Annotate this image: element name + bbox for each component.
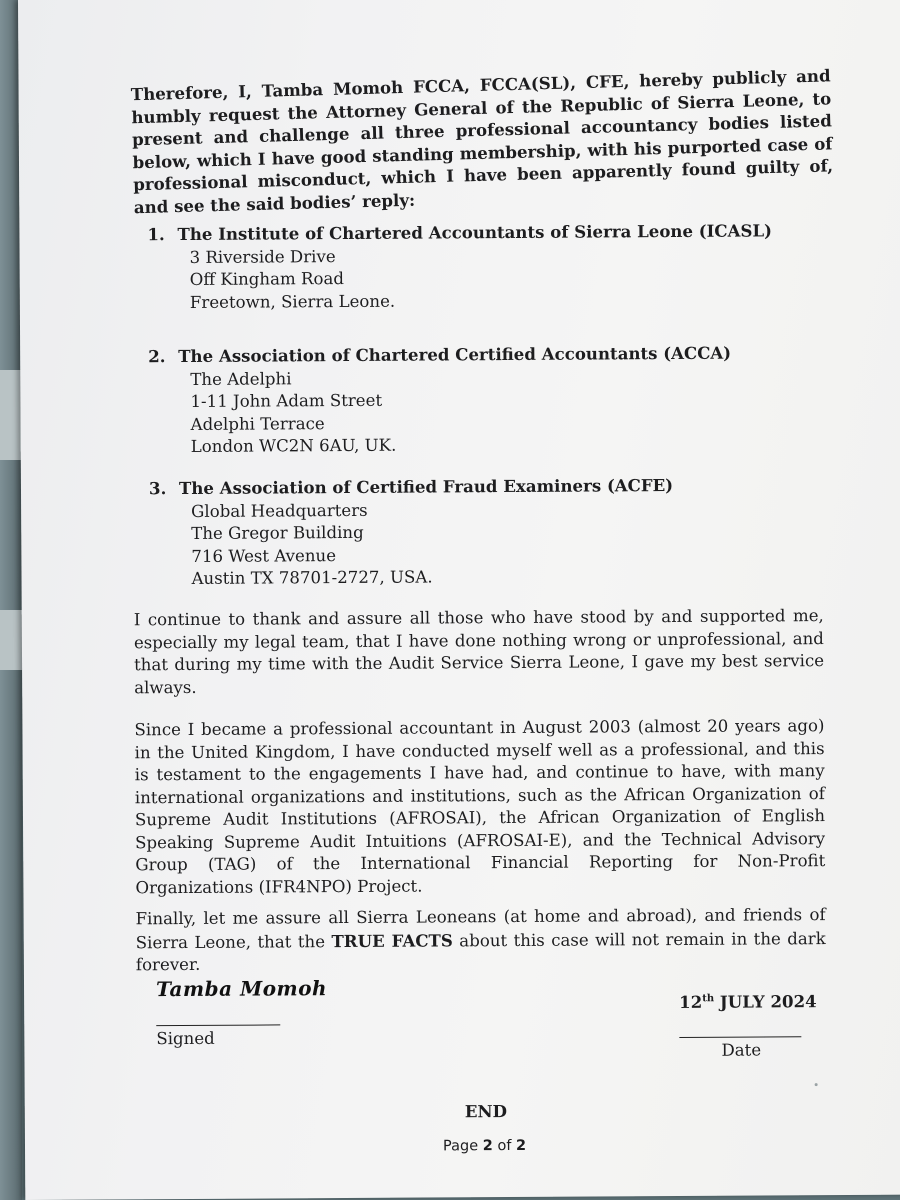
page-number xyxy=(443,1138,526,1155)
background-shelf xyxy=(0,610,22,670)
address-line: 716 West Avenue xyxy=(191,545,337,566)
intro-paragraph: Therefore, I, Tamba Momoh FCCA, FCCA(SL), CFE, hereby publicly and humbly request the Attorney General of the Republic of Sierra Leone, to present and challenge all three professional accountancy bodies listed below, which I have good standing membership, with his purported case of professional misconduct, which I have been apparently found guilty of, and see the said bodies’ reply: xyxy=(130,65,834,217)
signature-line xyxy=(156,1024,280,1026)
date-value xyxy=(679,991,817,1012)
item-name: The Institute of Chartered Accountants of Sierra Leone (ICASL) xyxy=(177,220,773,245)
date-month-year: JULY 2024 xyxy=(719,991,817,1012)
date-line xyxy=(679,1036,801,1038)
item-name: The Association of Certified Fraud Examiners (ACFE) xyxy=(178,475,674,499)
address-line: Austin TX 78701-2727, USA. xyxy=(191,567,433,588)
paragraph-thanks: I continue to thank and assure all those who have stood by and supported me, especially my legal team, that I have done nothing wrong or unprofessional, and that during my time with the Audit Service Sierra Leone, I gave my best service always. xyxy=(133,606,825,697)
address-line: The Adelphi xyxy=(190,368,292,389)
item-number: 3. xyxy=(148,478,167,499)
page-total: 2 xyxy=(515,1137,527,1154)
address-line: The Gregor Building xyxy=(191,522,364,543)
handwritten-signature: Tamba Momoh xyxy=(155,976,328,1002)
final-text-after: about this case will not remain in the dark forever. xyxy=(135,928,826,975)
address-line: 1-11 John Adam Street xyxy=(190,390,383,411)
page-current: 2 xyxy=(482,1138,493,1155)
body-item-icasl xyxy=(147,219,773,314)
item-name: The Association of Chartered Certified Accountants (ACCA) xyxy=(178,342,732,367)
document-page xyxy=(18,0,900,1200)
paragraph-career: Since I became a professional accountant in August 2003 (almost 20 years ago) in the United Kingdom, I have conducted myself well as a professional, and this is testament to the engagements I have had, and continue to have, with many international organizations and institutions, such as the African Organization of Supreme Audit Institutions (AFROSAI), the African Organization of English Speaking Supreme Audit Intuitions (AFROSAI-E), and the Technical Advisory Group (TAG) of the International Financial Reporting for Non-Profit Organizations (IFR4NPO) Project. xyxy=(134,716,826,897)
body-item-acca xyxy=(148,342,732,459)
address-line: Global Headquarters xyxy=(191,500,368,521)
paper-speck xyxy=(815,1083,818,1086)
end-label: END xyxy=(464,1101,508,1122)
signed-label: Signed xyxy=(156,1028,215,1049)
final-text-before: Finally, let me assure all Sierra Leoneans (at home and abroad), and friends of Sierra Leone, that the xyxy=(135,905,826,952)
address-line: Freetown, Sierra Leone. xyxy=(189,291,396,312)
item-number: 1. xyxy=(147,224,165,245)
page-of: of xyxy=(492,1137,517,1155)
page-prefix: Page xyxy=(442,1138,483,1155)
true-facts-emphasis: TRUE FACTS xyxy=(331,929,453,951)
paragraph-final xyxy=(136,904,826,977)
date-label: Date xyxy=(721,1040,762,1060)
item-number: 2. xyxy=(148,346,166,367)
body-item-acfe xyxy=(148,474,674,591)
date-suffix: th xyxy=(702,993,715,1005)
address-line: London WC2N 6AU, UK. xyxy=(190,435,397,456)
date-day: 12 xyxy=(679,991,703,1012)
address-line: 3 Riverside Drive xyxy=(189,246,336,267)
address-line: Adelphi Terrace xyxy=(190,413,325,434)
address-line: Off Kingham Road xyxy=(189,269,345,289)
background-shelf xyxy=(0,370,22,460)
